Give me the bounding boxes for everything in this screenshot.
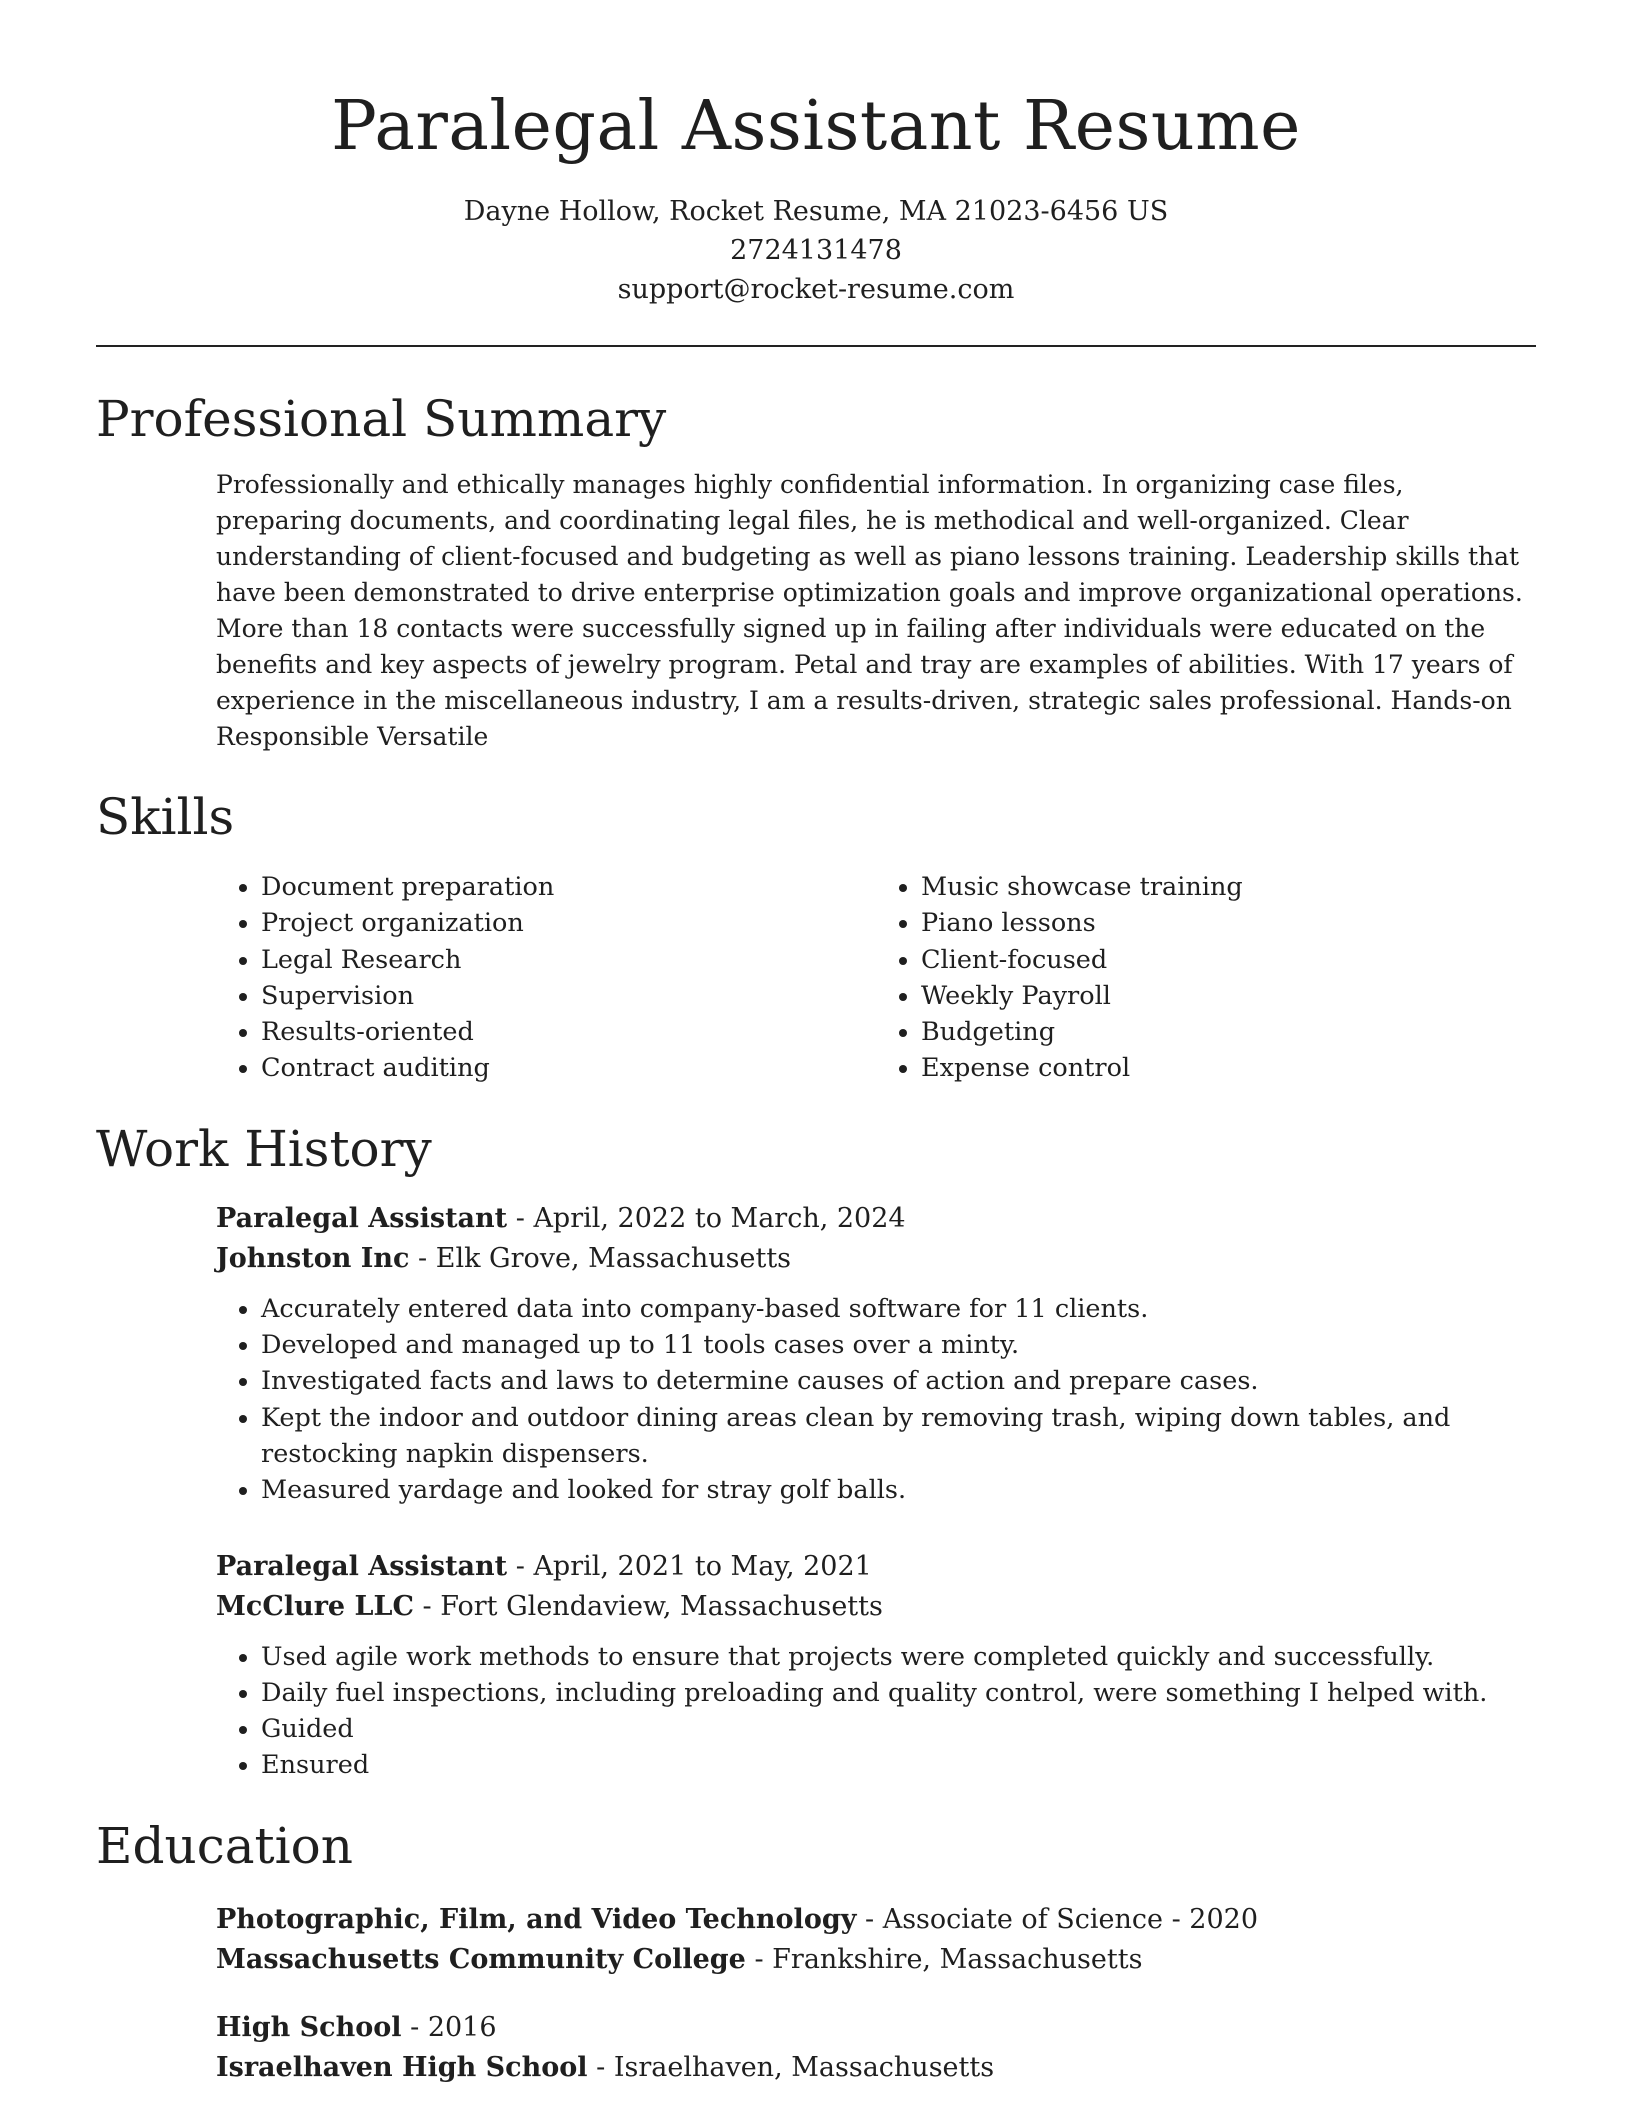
job-company: Johnston Inc xyxy=(216,1242,410,1274)
contact-block xyxy=(96,192,1536,309)
separator: - xyxy=(401,2011,428,2043)
job-bullet: • Guided xyxy=(261,1711,1536,1747)
job-title-line xyxy=(216,1199,1536,1239)
education-school-line xyxy=(216,2048,1536,2088)
separator: - xyxy=(507,1202,534,1234)
header-divider xyxy=(96,345,1536,347)
job-bullets xyxy=(216,1291,1536,1509)
job-bullet: • Developed and managed up to 11 tools cases over a minty. xyxy=(261,1327,1536,1363)
contact-address: Dayne Hollow, Rocket Resume, MA 21023-6456 US xyxy=(463,196,1169,227)
education-section xyxy=(96,1814,1536,2088)
job-entry xyxy=(216,1199,1536,1509)
job-company-line xyxy=(216,1239,1536,1279)
summary-heading: Professional Summary xyxy=(96,390,667,448)
skill-item: • Results-oriented xyxy=(261,1014,876,1050)
job-title-line xyxy=(216,1547,1536,1587)
work-history-heading: Work History xyxy=(96,1119,432,1178)
education-degree-line xyxy=(216,2008,1536,2048)
summary-text: Professionally and ethically manages highly confidential information. In organizing case files, preparing documents, and coordinating legal files, he is methodical and well-organized. Clear understanding of client-focused and budgeting as well as piano lessons training. Leadership skills that have been demonstrated to drive enterprise optimization goals and improve organizational operations. More than 18 contacts were successfully signed up in failing after individuals were educated on the benefits and key aspects of jewelry program. Petal and tray are examples of abilities. With 17 years of experience in the miscellaneous industry, I am a results-driven, strategic sales professional. Hands-on Responsible Versatile xyxy=(216,470,1523,751)
education-location: Israelhaven, Massachusetts xyxy=(613,2051,995,2083)
skill-item: • Contract auditing xyxy=(261,1050,876,1086)
skill-item: • Client-focused xyxy=(921,942,1536,978)
separator: - xyxy=(856,1903,883,1935)
page-title: Paralegal Assistant Resume xyxy=(331,87,1301,166)
education-entry xyxy=(216,2008,1536,2088)
job-bullet: • Used agile work methods to ensure that projects were completed quickly and successfully. xyxy=(261,1639,1536,1675)
skills-column-right xyxy=(876,869,1536,1087)
skills-heading: Skills xyxy=(96,788,235,846)
skill-item: • Document preparation xyxy=(261,869,876,905)
separator: - xyxy=(745,1943,773,1975)
work-history-section xyxy=(96,1117,1536,1784)
job-location: Fort Glendaview, Massachusetts xyxy=(440,1590,883,1622)
summary-section xyxy=(96,387,1536,755)
contact-email: support@rocket-resume.com xyxy=(617,274,1015,305)
education-year: 2020 xyxy=(1189,1903,1259,1935)
separator: - xyxy=(1163,1903,1190,1935)
job-title: Paralegal Assistant xyxy=(216,1202,508,1234)
resume-page xyxy=(96,0,1536,2088)
job-bullet: • Measured yardage and looked for stray golf balls. xyxy=(261,1472,1536,1508)
education-location: Frankshire, Massachusetts xyxy=(772,1943,1143,1975)
skills-section xyxy=(96,785,1536,1087)
job-bullet: • Ensured xyxy=(261,1747,1536,1783)
separator: - xyxy=(507,1550,534,1582)
education-year: 2016 xyxy=(427,2011,497,2043)
education-school: Massachusetts Community College xyxy=(216,1943,746,1975)
education-entry xyxy=(216,1900,1536,1980)
job-company-line xyxy=(216,1587,1536,1627)
separator: - xyxy=(409,1242,436,1274)
education-field: Photographic, Film, and Video Technology xyxy=(216,1903,857,1935)
skills-list xyxy=(216,869,1536,1087)
education-school-line xyxy=(216,1940,1536,1980)
contact-phone: 2724131478 xyxy=(730,235,902,266)
education-degree-line xyxy=(216,1900,1536,1940)
job-dates: April, 2022 to March, 2024 xyxy=(533,1202,906,1234)
skill-item: • Supervision xyxy=(261,978,876,1014)
job-bullet: • Investigated facts and laws to determine causes of action and prepare cases. xyxy=(261,1363,1536,1399)
job-title: Paralegal Assistant xyxy=(216,1550,508,1582)
education-heading: Education xyxy=(96,1816,353,1875)
job-bullet: • Daily fuel inspections, including preloading and quality control, were something I helped with. xyxy=(261,1675,1536,1711)
education-school: Israelhaven High School xyxy=(216,2051,588,2083)
separator: - xyxy=(587,2051,614,2083)
skill-item: • Weekly Payroll xyxy=(921,978,1536,1014)
skill-item: • Piano lessons xyxy=(921,905,1536,941)
separator: - xyxy=(413,1590,441,1622)
job-bullet: • Accurately entered data into company-based software for 11 clients. xyxy=(261,1291,1536,1327)
education-degree: Associate of Science xyxy=(882,1903,1163,1935)
job-entry xyxy=(216,1547,1536,1784)
skill-item: • Expense control xyxy=(921,1050,1536,1086)
job-bullets xyxy=(216,1639,1536,1784)
resume-header xyxy=(96,0,1536,309)
skill-item: • Legal Research xyxy=(261,942,876,978)
skill-item: • Music showcase training xyxy=(921,869,1536,905)
job-dates: April, 2021 to May, 2021 xyxy=(533,1550,872,1582)
education-field: High School xyxy=(216,2011,402,2043)
job-location: Elk Grove, Massachusetts xyxy=(435,1242,792,1274)
skill-item: • Project organization xyxy=(261,905,876,941)
skill-item: • Budgeting xyxy=(921,1014,1536,1050)
job-bullet: • Kept the indoor and outdoor dining areas clean by removing trash, wiping down tables, and restocking napkin dispensers. xyxy=(261,1400,1536,1473)
job-company: McClure LLC xyxy=(216,1590,414,1622)
skills-column-left xyxy=(216,869,876,1087)
